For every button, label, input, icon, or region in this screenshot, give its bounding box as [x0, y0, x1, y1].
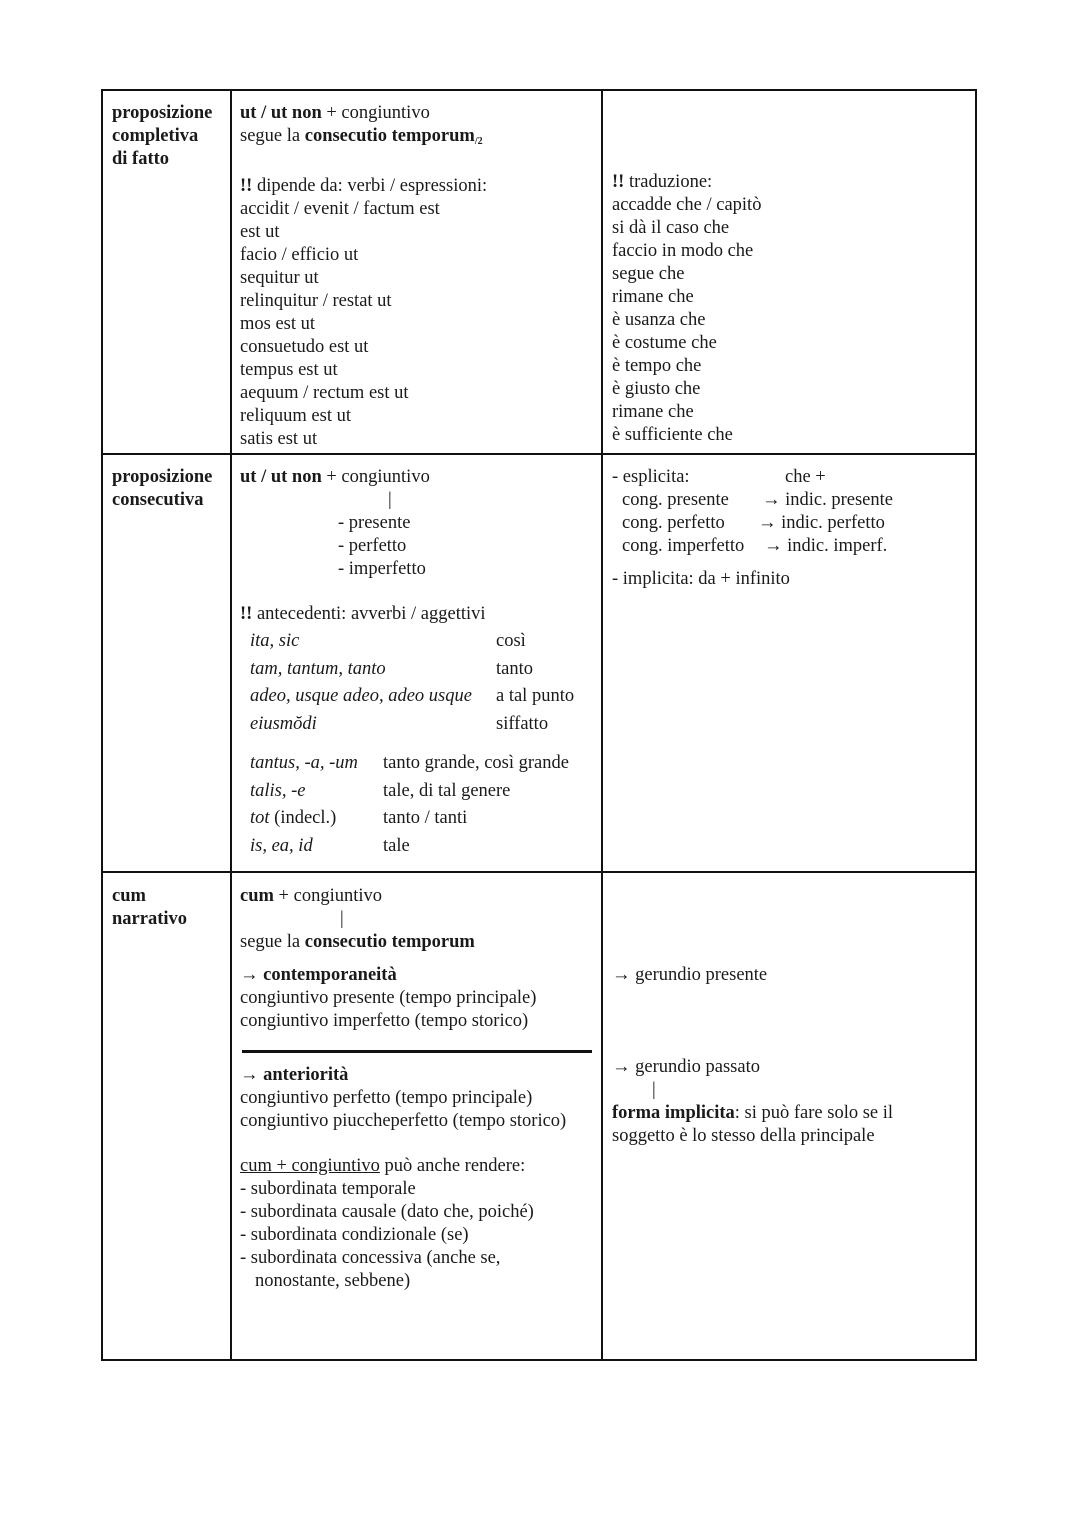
table-row: is, ea, id tale: [250, 835, 410, 856]
list-item: - subordinata condizionale (se): [240, 1225, 469, 1245]
table-row: tantus, -a, -um tanto grande, così grande: [250, 753, 569, 773]
list-item: rimane che: [612, 287, 694, 307]
column-divider-1: [230, 89, 232, 1361]
row3-label: [112, 885, 187, 931]
list-item-continuation: nonostante, sebbene): [255, 1271, 411, 1291]
list-item: è tempo che: [612, 356, 702, 376]
list-item: - subordinata causale (dato che, poiché): [240, 1202, 534, 1222]
list-item: faccio in modo che: [612, 241, 754, 261]
implicit-form-cont: soggetto è lo stesso della principale: [612, 1126, 875, 1146]
row3-middle: [240, 885, 536, 1033]
row2-middle: [240, 466, 574, 860]
list-item: relinquitur / restat ut: [240, 291, 392, 311]
list-item: accidit / evenit / factum est: [240, 199, 440, 219]
row3-right-lower: [612, 1056, 893, 1148]
row1-consecutio: segue la consecutio temporum$_{/2}$: [240, 126, 483, 147]
row1-middle: [240, 102, 487, 451]
table-row: eiusmŏdi siffatto: [250, 713, 549, 734]
list-item: è sufficiente che: [612, 425, 733, 445]
row2-right: [612, 466, 893, 591]
gerundio-passato: → gerundio passato: [612, 1057, 760, 1077]
list-item: congiuntivo perfetto (tempo principale): [240, 1088, 533, 1108]
table-row: talis, -e tale, di tal genere: [250, 780, 511, 801]
list-item: è usanza che: [612, 310, 706, 330]
list-item: accadde che / capitò: [612, 195, 762, 215]
list-item: congiuntivo piuccheperfetto (tempo storico): [240, 1111, 567, 1131]
row3-right: [612, 964, 767, 987]
gerundio-presente: → gerundio presente: [612, 965, 768, 985]
row-divider-2: [101, 871, 977, 873]
table-row: tot (indecl.) tanto / tanti: [250, 808, 468, 828]
connector-pipe: |: [652, 1080, 656, 1100]
connector-pipe: |: [388, 490, 392, 510]
table-row: adeo, usque adeo, adeo usque a tal punto: [250, 686, 575, 706]
row1-right: [612, 171, 761, 447]
list-item: tempus est ut: [240, 360, 338, 380]
row1-rule: ut / ut non + congiuntivo: [240, 103, 430, 123]
anteriorita-heading: → anteriorità: [240, 1065, 349, 1085]
list-item: si dà il caso che: [612, 218, 730, 238]
table-row: cong. presente → indic. presente: [622, 490, 893, 510]
row2-antecedents-heading: !! antecedenti: avverbi / aggettivi: [240, 604, 486, 624]
list-item: est ut: [240, 222, 280, 242]
row3-consecutio: segue la consecutio temporum: [240, 932, 475, 952]
row-divider-1: [101, 453, 977, 455]
table-border-left: [101, 89, 103, 1361]
list-item: segue che: [612, 264, 685, 284]
esplicita-row: - esplicita: che +: [612, 467, 826, 487]
implicit-form-line: forma implicita: si può fare solo se il: [612, 1103, 894, 1123]
implicita-line: - implicita: da + infinito: [612, 569, 790, 589]
row2-label-line: proposizione: [112, 467, 213, 487]
row1-depends-heading: !! dipende da: verbi / espressioni:: [240, 176, 488, 196]
list-item: aequum / rectum est ut: [240, 383, 409, 403]
list-item: congiuntivo presente (tempo principale): [240, 988, 537, 1008]
table-border-top: [101, 89, 977, 91]
table-row: tam, tantum, tanto tanto: [250, 658, 533, 679]
contemporaneita-heading: → contemporaneità: [240, 965, 397, 985]
row1-label-line: completiva: [112, 126, 199, 146]
tense-item: - imperfetto: [338, 559, 426, 579]
table-row: ita, sic così: [250, 631, 526, 651]
row3-label-line: narrativo: [112, 909, 188, 929]
adjectives-table: [240, 750, 574, 860]
list-item: è costume che: [612, 333, 717, 353]
row2-rule: ut / ut non + congiuntivo: [240, 467, 430, 487]
also-heading: cum + congiuntivo può anche rendere:: [240, 1156, 526, 1176]
list-item: consuetudo est ut: [240, 337, 369, 357]
list-item: rimane che: [612, 402, 694, 422]
list-item: - subordinata temporale: [240, 1179, 416, 1199]
adverbs-table: [240, 628, 574, 738]
table-border-bottom: [101, 1359, 977, 1361]
row1-translation-heading: !! traduzione:: [612, 172, 713, 192]
connector-pipe: |: [340, 909, 344, 929]
row1-label: [112, 102, 212, 171]
row2-label-line: consecutiva: [112, 490, 204, 510]
list-item: satis est ut: [240, 429, 318, 449]
column-divider-2: [601, 89, 603, 1361]
list-item: reliquum est ut: [240, 406, 351, 426]
row1-label-line: proposizione: [112, 103, 213, 123]
row3-rule: cum + congiuntivo: [240, 886, 382, 906]
list-item: congiuntivo imperfetto (tempo storico): [240, 1011, 529, 1031]
table-border-right: [975, 89, 977, 1361]
tense-item: - perfetto: [338, 536, 407, 556]
table-row: cong. imperfetto → indic. imperf.: [622, 536, 888, 556]
list-item: sequitur ut: [240, 268, 319, 288]
tense-item: - presente: [338, 513, 411, 533]
row1-label-line: di fatto: [112, 149, 170, 169]
list-item: mos est ut: [240, 314, 316, 334]
row3-label-line: cum: [112, 886, 146, 906]
row3-middle-lower: [240, 1064, 566, 1293]
section-divider: [242, 1050, 592, 1053]
list-item: - subordinata concessiva (anche se,: [240, 1248, 501, 1268]
table-row: cong. perfetto → indic. perfetto: [622, 513, 885, 533]
list-item: è giusto che: [612, 379, 701, 399]
list-item: facio / efficio ut: [240, 245, 359, 265]
row2-label: [112, 466, 212, 512]
